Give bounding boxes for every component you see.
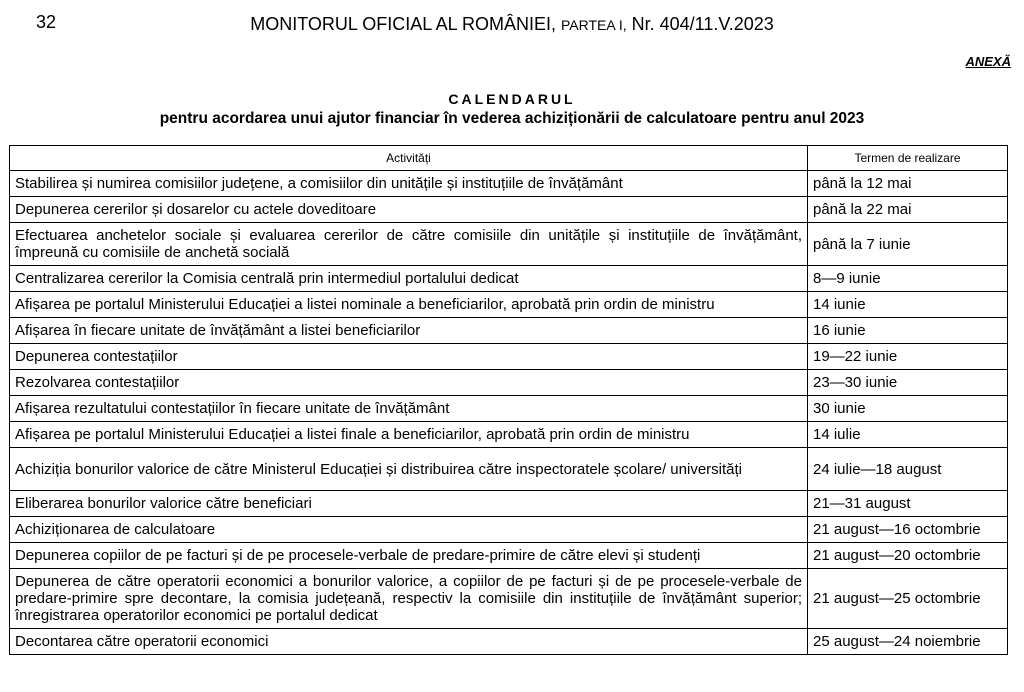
deadline-cell: 21—31 august (808, 491, 1008, 517)
publication-part: PARTEA I, (560, 17, 627, 33)
table-row (10, 448, 1008, 491)
table-row (10, 292, 1008, 318)
table-row (10, 223, 1008, 266)
annex-label: ANEXĂ (965, 54, 1011, 69)
publication-issue: Nr. 404/11.V.2023 (631, 14, 774, 34)
activity-cell: Eliberarea bonurilor valorice către beneficiari (10, 491, 808, 517)
activity-cell: Rezolvarea contestațiilor (10, 370, 808, 396)
table-row (10, 266, 1008, 292)
activity-cell: Afișarea rezultatului contestațiilor în fiecare unitate de învățământ (10, 396, 808, 422)
deadline-cell: până la 7 iunie (808, 223, 1008, 266)
table-row (10, 517, 1008, 543)
deadline-cell: 30 iunie (808, 396, 1008, 422)
deadline-cell: 23—30 iunie (808, 370, 1008, 396)
document-title: CALENDARUL (448, 91, 576, 107)
deadline-cell: până la 12 mai (808, 171, 1008, 197)
document-subtitle: pentru acordarea unui ajutor financiar în vederea achiziționării de calculatoare pentru anul 2023 (159, 110, 865, 127)
deadline-cell: 21 august—20 octombrie (808, 543, 1008, 569)
deadline-cell: până la 22 mai (808, 197, 1008, 223)
activity-cell: Depunerea de către operatorii economici a bonurilor valorice, a copiilor de pe facturi și de pe procesele-verbale de predare-primire spre decontare, la comisia județeană, respectiv la comisiile din instituțiile de învățământ superior; înregistrarea operatorilor economici pe portalul dedicat (10, 569, 808, 629)
table-row (10, 197, 1008, 223)
table-header-row (10, 146, 1008, 171)
table-row (10, 629, 1008, 655)
activity-cell: Depunerea cererilor și dosarelor cu actele doveditoare (10, 197, 808, 223)
table-row (10, 569, 1008, 629)
table-row (10, 491, 1008, 517)
publication-name: MONITORUL OFICIAL AL ROMÂNIEI, (250, 14, 556, 34)
table-row (10, 396, 1008, 422)
activity-cell: Decontarea către operatorii economici (10, 629, 808, 655)
column-header-activities: Activități (10, 146, 808, 171)
deadline-cell: 25 august—24 noiembrie (808, 629, 1008, 655)
page-number: 32 (36, 12, 57, 32)
deadline-cell: 16 iunie (808, 318, 1008, 344)
table-row (10, 543, 1008, 569)
table-row (10, 422, 1008, 448)
activity-cell: Depunerea copiilor de pe facturi și de pe procesele-verbale de predare-primire de către elevi și studenți (10, 543, 808, 569)
activity-cell: Achiziția bonurilor valorice de către Ministerul Educației și distribuirea către inspectoratele școlare/ universități (10, 448, 808, 491)
deadline-cell: 8—9 iunie (808, 266, 1008, 292)
deadline-cell: 19—22 iunie (808, 344, 1008, 370)
deadline-cell: 21 august—25 octombrie (808, 569, 1008, 629)
table-row (10, 370, 1008, 396)
activity-cell: Stabilirea și numirea comisiilor județene, a comisiilor din unitățile și instituțiile de învățământ (10, 171, 808, 197)
table-row (10, 318, 1008, 344)
activity-cell: Afișarea pe portalul Ministerului Educației a listei finale a beneficiarilor, aprobată prin ordin de ministru (10, 422, 808, 448)
calendar-table (9, 145, 1008, 655)
activity-cell: Depunerea contestațiilor (10, 344, 808, 370)
column-header-deadline: Termen de realizare (808, 146, 1008, 171)
deadline-cell: 14 iunie (808, 292, 1008, 318)
deadline-cell: 21 august—16 octombrie (808, 517, 1008, 543)
activity-cell: Efectuarea anchetelor sociale și evaluarea cererilor de către comisiile din unitățile și instituțiile de învățământ, împreună cu comisiile de anchetă socială (10, 223, 808, 266)
activity-cell: Afișarea în fiecare unitate de învățământ a listei beneficiarilor (10, 318, 808, 344)
publication-header (0, 14, 1024, 35)
deadline-cell: 24 iulie—18 august (808, 448, 1008, 491)
activity-cell: Afișarea pe portalul Ministerului Educației a listei nominale a beneficiarilor, aprobată prin ordin de ministru (10, 292, 808, 318)
deadline-cell: 14 iulie (808, 422, 1008, 448)
table-row (10, 344, 1008, 370)
activity-cell: Achiziționarea de calculatoare (10, 517, 808, 543)
table-row (10, 171, 1008, 197)
activity-cell: Centralizarea cererilor la Comisia centrală prin intermediul portalului dedicat (10, 266, 808, 292)
